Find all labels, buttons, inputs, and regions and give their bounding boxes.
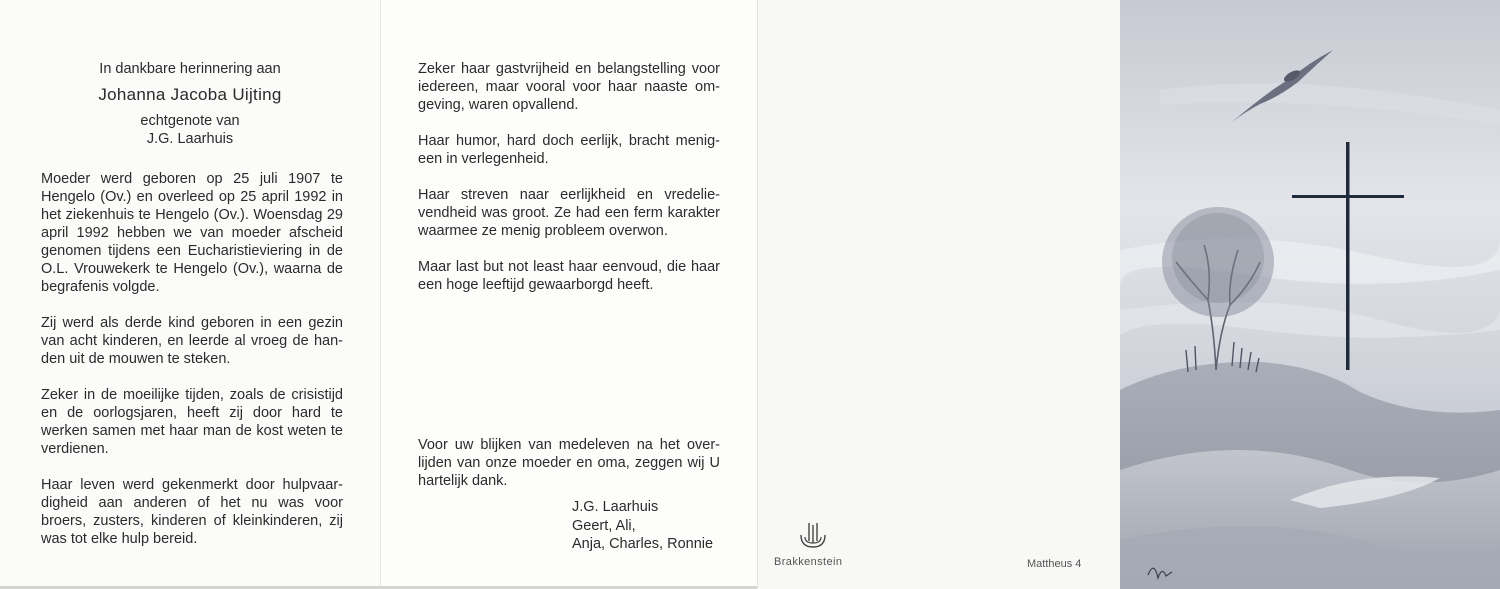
paragraph: Haar humor, hard doch eerlijk, bracht menigeen in verlegenheid. <box>418 133 720 167</box>
signatures <box>572 498 713 554</box>
spouse-name: J.G. Laarhuis <box>146 131 234 147</box>
signature-line: Anja, Charles, Ronnie <box>572 536 714 552</box>
signature-line: Geert, Ali, <box>572 517 636 534</box>
paragraph: Zeker haar gastvrijheid en belangstelling voor iedereen, maar vooral voor haar naaste omgeving, waren opvallend. <box>418 61 720 113</box>
paragraph: Haar leven werd gekenmerkt door hulpvaardigheid aan anderen of het nu was voor broers, zusters, kinderen of kleinkinderen, zij was tot elke hulp bereid. <box>41 477 343 547</box>
left-body <box>41 170 343 566</box>
cover-illustration <box>1120 0 1500 589</box>
signature-line: J.G. Laarhuis <box>572 499 659 515</box>
paragraph: Maar last but not least haar eenvoud, die haar een hoge leeftijd gewaarborgd heeft. <box>418 259 720 293</box>
back-cover <box>757 0 1120 589</box>
publisher-logo-icon <box>796 521 830 551</box>
verse-reference: Mattheus 4 <box>1027 558 1082 570</box>
deceased-name: Johanna Jacoba Uijting <box>98 85 282 104</box>
left-page <box>0 0 380 589</box>
relation-line: echtgenote van <box>140 113 240 129</box>
thanks-text: Voor uw blijken van medeleven na het overlijden van onze moeder en oma, zeggen wij U hartelijk dank. <box>418 437 720 489</box>
paragraph: Moeder werd geboren op 25 juli 1907 te Hengelo (Ov.) en overleed op 25 april 1992 in het ziekenhuis te Hengelo (Ov.). Woensdag 29 april 1992 hebben we van moeder afscheid genomen tijdens een Eucharistieviering in de O.L. Vrouwekerk te Hengelo (Ov.), waarna de begrafenis volgde. <box>41 171 343 295</box>
right-body <box>418 60 720 312</box>
paragraph: Zeker in de moeilijke tijden, zoals de crisistijd en de oorlogsjaren, heeft zij door hard te werken samen met haar man de kost weten te verdienen. <box>41 387 343 457</box>
paragraph: Haar streven naar eerlijkheid en vredelievendheid was groot. Ze had een ferm karakter waarmee ze menig probleem overwon. <box>418 187 720 239</box>
right-page <box>380 0 757 589</box>
publisher-name: Brakkenstein <box>774 556 843 568</box>
dedication-header <box>0 60 380 148</box>
intro-line: In dankbare herinnering aan <box>99 61 281 77</box>
paragraph: Zij werd als derde kind geboren in een gezin van acht kinderen, en leerde al vroeg de handen uit de mouwen te steken. <box>41 315 343 367</box>
front-cover <box>1120 0 1500 589</box>
